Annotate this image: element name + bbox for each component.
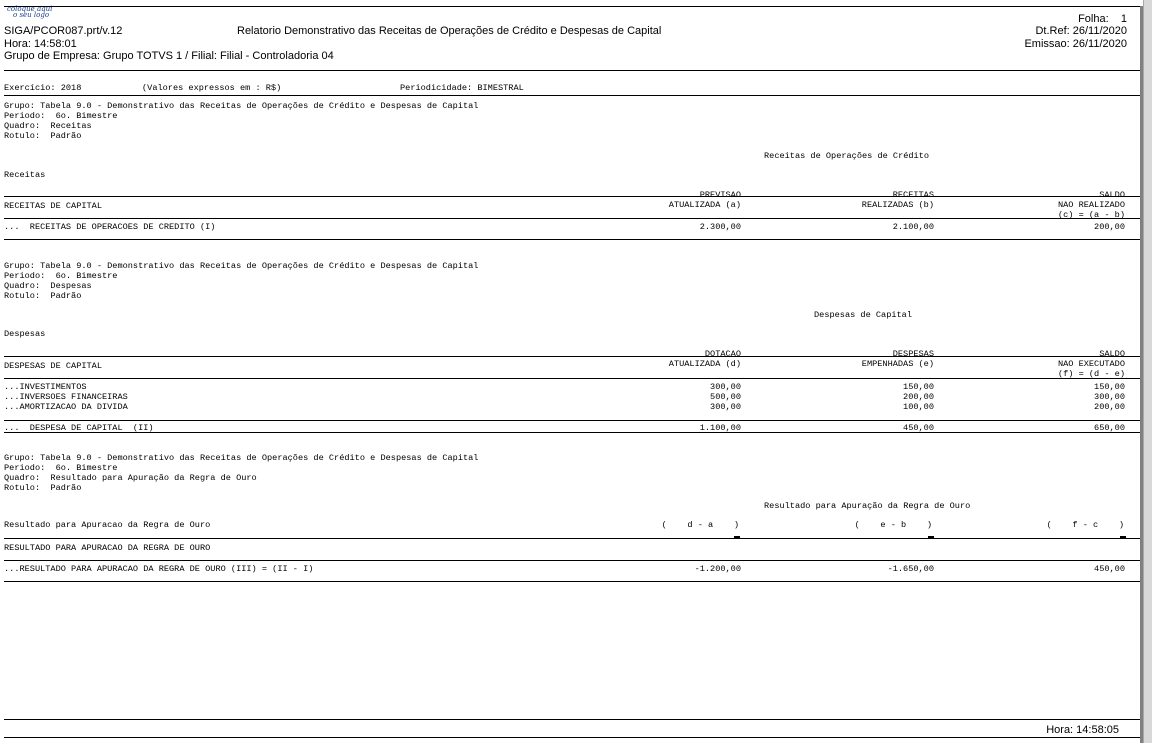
table-rule bbox=[4, 420, 1141, 421]
total-value-2: 450,00 bbox=[903, 423, 934, 433]
row-value-3: 300,00 bbox=[1094, 392, 1125, 402]
band-title: Resultado para Apuração da Regra de Ouro bbox=[764, 501, 971, 511]
row-label: ...INVERSOES FINANCEIRAS bbox=[4, 392, 128, 402]
section-frame: Quadro: Despesas bbox=[4, 281, 92, 291]
row-header: Receitas bbox=[4, 170, 46, 180]
section-period: Periodo: 6o. Bimestre bbox=[4, 271, 118, 281]
section-group: Grupo: Tabela 9.0 - Demonstrativo das Receitas de Operações de Crédito e Despesas de Capital bbox=[4, 101, 479, 111]
row-label: ...AMORTIZACAO DA DIVIDA bbox=[4, 402, 128, 412]
section-label: Rotulo: Padrão bbox=[4, 131, 82, 141]
emission-date: Emissao: 26/11/2020 bbox=[1024, 38, 1127, 50]
row-header: Resultado para Apuracao da Regra de Ouro bbox=[4, 520, 211, 530]
program-name: SIGA/PCOR087.prt/v.12 bbox=[4, 25, 123, 37]
row-header: Despesas bbox=[4, 329, 46, 339]
viewer-scrollbar[interactable] bbox=[1143, 0, 1152, 743]
row-label: ...INVESTIMENTOS bbox=[4, 382, 87, 392]
row-value-1: 300,00 bbox=[710, 382, 741, 392]
group-row-label: RECEITAS DE CAPITAL bbox=[4, 201, 102, 211]
print-time: Hora: 14:58:01 bbox=[4, 38, 77, 50]
group-row-label: DESPESAS DE CAPITAL bbox=[4, 361, 102, 371]
table-rule bbox=[4, 239, 1141, 240]
column-header-2: RECEITAS REALIZADAS (b) bbox=[861, 190, 934, 210]
exercise-year: Exercício: 2018 bbox=[4, 83, 82, 93]
row-value-1: 500,00 bbox=[710, 392, 741, 402]
section-group: Grupo: Tabela 9.0 - Demonstrativo das Receitas de Operações de Crédito e Despesas de Capital bbox=[4, 261, 479, 271]
company-logo: coloque aqui o seu logo bbox=[7, 5, 53, 19]
table-rule bbox=[4, 218, 1141, 219]
row-value-2: -1.650,00 bbox=[887, 564, 934, 574]
section-group: Grupo: Tabela 9.0 - Demonstrativo das Receitas de Operações de Crédito e Despesas de Capital bbox=[4, 453, 479, 463]
table-rule bbox=[4, 581, 1141, 582]
total-value-3: 650,00 bbox=[1094, 423, 1125, 433]
row-label: ... RECEITAS DE OPERACOES DE CREDITO (I) bbox=[4, 222, 216, 232]
table-rule bbox=[4, 560, 1141, 561]
column-header-2: ( e - b ) bbox=[854, 520, 932, 530]
row-value-2: 200,00 bbox=[903, 392, 934, 402]
row-value-3: 150,00 bbox=[1094, 382, 1125, 392]
header-bottom-rule bbox=[4, 70, 1141, 71]
table-rule bbox=[4, 356, 1141, 357]
column-header-3: SALDO NAO REALIZADO (c) = (a - b) bbox=[1057, 190, 1125, 220]
column-header-3: ( f - c ) bbox=[1046, 520, 1124, 530]
periodicity: Periodicidade: BIMESTRAL bbox=[400, 83, 524, 93]
column-header-1: PREVISAO ATUALIZADA (a) bbox=[668, 190, 741, 210]
column-header-1: ( d - a ) bbox=[661, 520, 739, 530]
table-rule bbox=[4, 196, 1141, 197]
row-label: ...RESULTADO PARA APURACAO DA REGRA DE OURO (III) = (II - I) bbox=[4, 564, 314, 574]
column-header-1: DOTACAO ATUALIZADA (d) bbox=[668, 349, 741, 369]
band-title: Despesas de Capital bbox=[814, 310, 912, 320]
reference-date: Dt.Ref: 26/11/2020 bbox=[1035, 25, 1127, 37]
page-number: Folha: 1 bbox=[1078, 13, 1127, 25]
footer-time: Hora: 14:58:05 bbox=[1046, 724, 1119, 736]
section-period: Periodo: 6o. Bimestre bbox=[4, 463, 118, 473]
row-value-2: 2.100,00 bbox=[892, 222, 934, 232]
table-rule bbox=[4, 538, 1141, 539]
column-header-2: DESPESAS EMPENHADAS (e) bbox=[861, 349, 934, 369]
section-label: Rotulo: Padrão bbox=[4, 483, 82, 493]
table-rule bbox=[4, 378, 1141, 379]
company-group: Grupo de Empresa: Grupo TOTVS 1 / Filial: Filial - Controladoria 04 bbox=[4, 50, 334, 62]
total-label: ... DESPESA DE CAPITAL (II) bbox=[4, 423, 154, 433]
row-value-2: 150,00 bbox=[903, 382, 934, 392]
section-frame: Quadro: Receitas bbox=[4, 121, 92, 131]
footer-rule bbox=[4, 719, 1141, 720]
column-header-3: SALDO NAO EXECUTADO (f) = (d - e) bbox=[1057, 349, 1125, 379]
row-value-1: -1.200,00 bbox=[694, 564, 741, 574]
currency-note: (Valores expressos em : R$) bbox=[142, 83, 282, 93]
report-title: Relatorio Demonstrativo das Receitas de Operações de Crédito e Despesas de Capital bbox=[237, 25, 662, 37]
row-value-2: 100,00 bbox=[903, 402, 934, 412]
group-row-label: RESULTADO PARA APURACAO DA REGRA DE OURO bbox=[4, 543, 211, 553]
row-value-3: 200,00 bbox=[1094, 222, 1125, 232]
row-value-1: 300,00 bbox=[710, 402, 741, 412]
row-value-1: 2.300,00 bbox=[699, 222, 741, 232]
section-period: Periodo: 6o. Bimestre bbox=[4, 111, 118, 121]
params-rule bbox=[4, 95, 1141, 96]
band-title: Receitas de Operações de Crédito bbox=[764, 151, 930, 161]
section-label: Rotulo: Padrão bbox=[4, 291, 82, 301]
table-rule bbox=[4, 432, 1141, 433]
section-frame: Quadro: Resultado para Apuração da Regra de Ouro bbox=[4, 473, 257, 483]
footer-bottom-rule bbox=[4, 737, 1141, 738]
total-value-1: 1.100,00 bbox=[699, 423, 741, 433]
row-value-3: 200,00 bbox=[1094, 402, 1125, 412]
row-value-3: 450,00 bbox=[1094, 564, 1125, 574]
header-top-rule bbox=[4, 6, 1141, 7]
